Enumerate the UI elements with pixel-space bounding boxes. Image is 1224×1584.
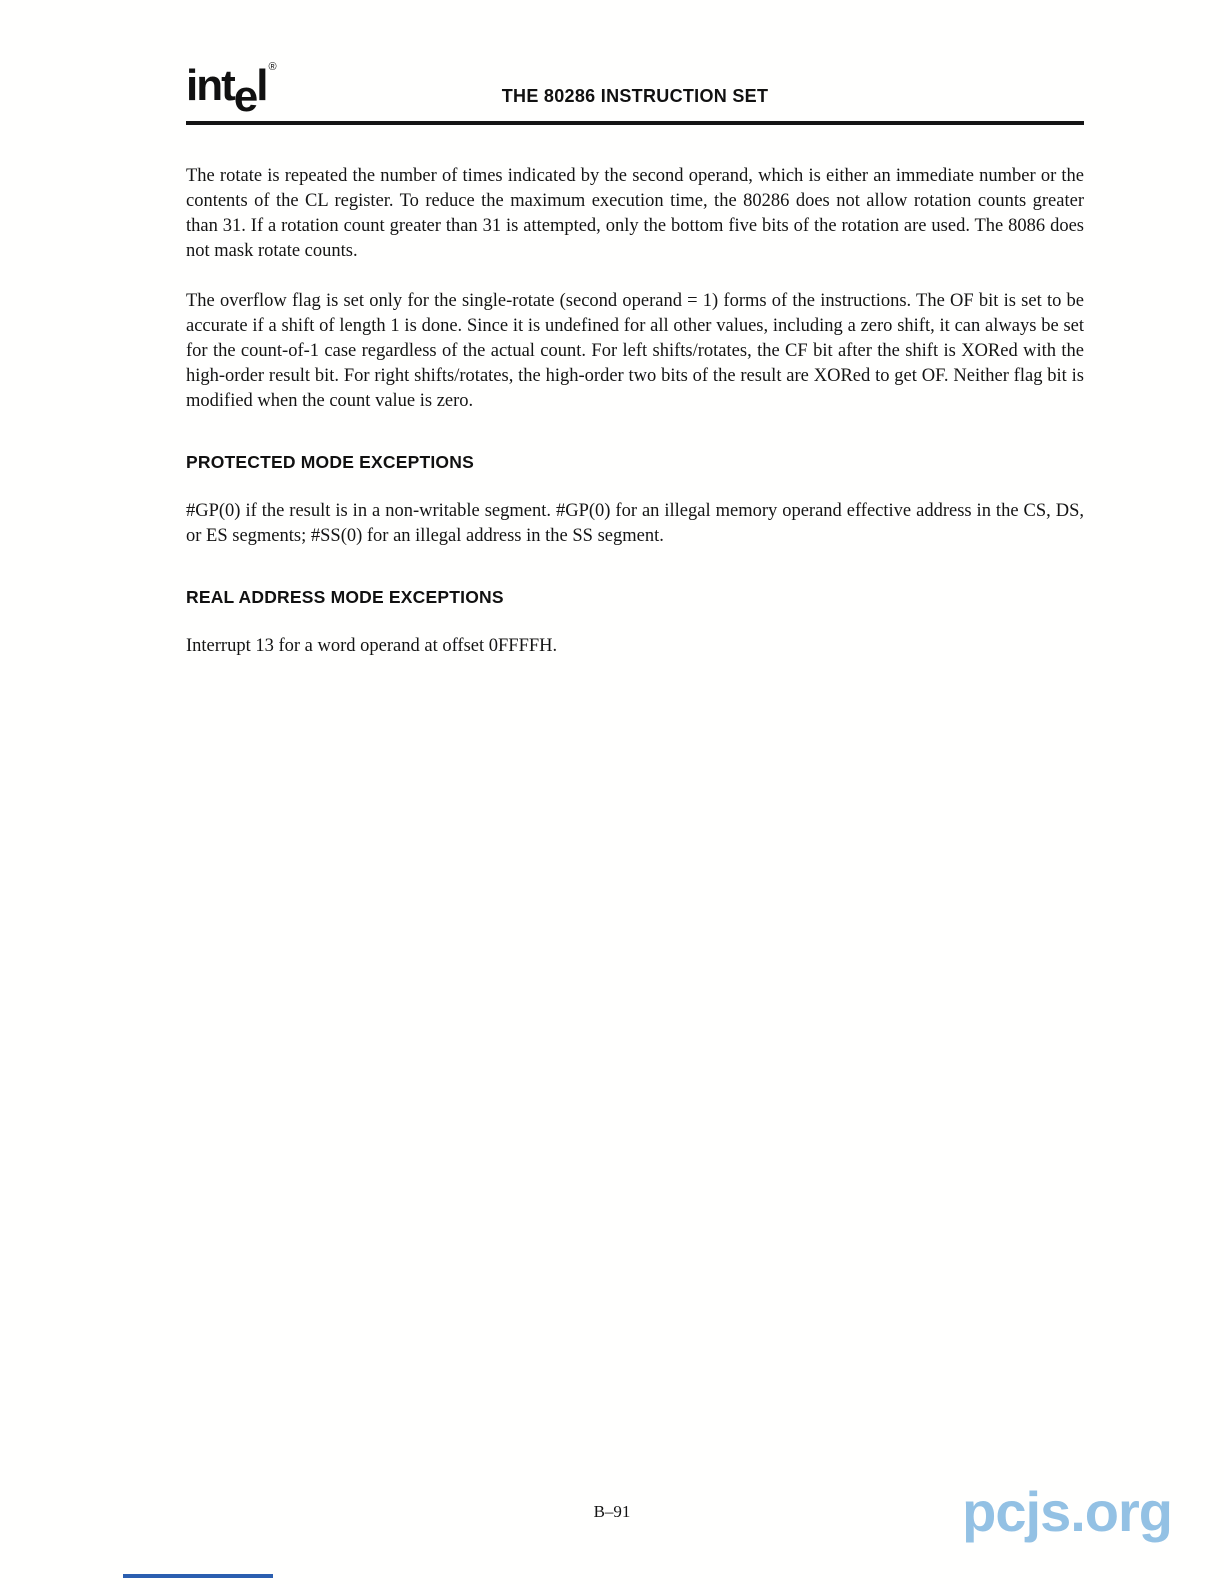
page-title: THE 80286 INSTRUCTION SET (501, 86, 769, 106)
header-divider (186, 121, 1084, 125)
section-body-protected-mode: #GP(0) if the result is in a non-writable segment. #GP(0) for an illegal memory operand effective address in the CS, DS, or ES segments; #SS(0) for an illegal address in the SS segment. (186, 501, 1084, 546)
intel-logo-text-int: int (186, 61, 234, 110)
body-paragraph: The rotate is repeated the number of times indicated by the second operand, which is either an immediate number or the contents of the CL register. To reduce the maximum execution time, the 80286 does not allow rotation counts greater than 31. If a rotation count greater than 31 is attempted, only the bottom five bits of the rotation are used. The 8086 does not mask rotate counts. (186, 166, 1084, 261)
section-heading-protected-mode: PROTECTED MODE EXCEPTIONS (186, 452, 474, 472)
section-body-real-address-mode: Interrupt 13 for a word operand at offset 0FFFFH. (186, 636, 558, 656)
pcjs-watermark-link[interactable]: pcjs.org (962, 1480, 1172, 1543)
page-header (186, 61, 1084, 125)
intel-logo (186, 61, 277, 121)
section-heading-real-address-mode: REAL ADDRESS MODE EXCEPTIONS (186, 587, 504, 607)
page-number: B–91 (593, 1502, 631, 1521)
intel-logo-dropped-e: e (233, 72, 257, 121)
registered-trademark-symbol: ® (268, 61, 277, 73)
page-content (186, 164, 1084, 684)
intel-logo-text-l: l (256, 61, 267, 110)
footer-blue-line (123, 1574, 273, 1578)
body-paragraph: The overflow flag is set only for the single-rotate (second operand = 1) forms of the instructions. The OF bit is set to be accurate if a shift of length 1 is done. Since it is undefined for all other values, including a zero shift, it can always be set for the count-of-1 case regardless of the actual count. For left shifts/rotates, the CF bit after the shift is XORed with the high-order result bit. For right shifts/rotates, the high-order two bits of the result are XORed to get OF. Neither flag bit is modified when the count value is zero. (186, 291, 1084, 411)
